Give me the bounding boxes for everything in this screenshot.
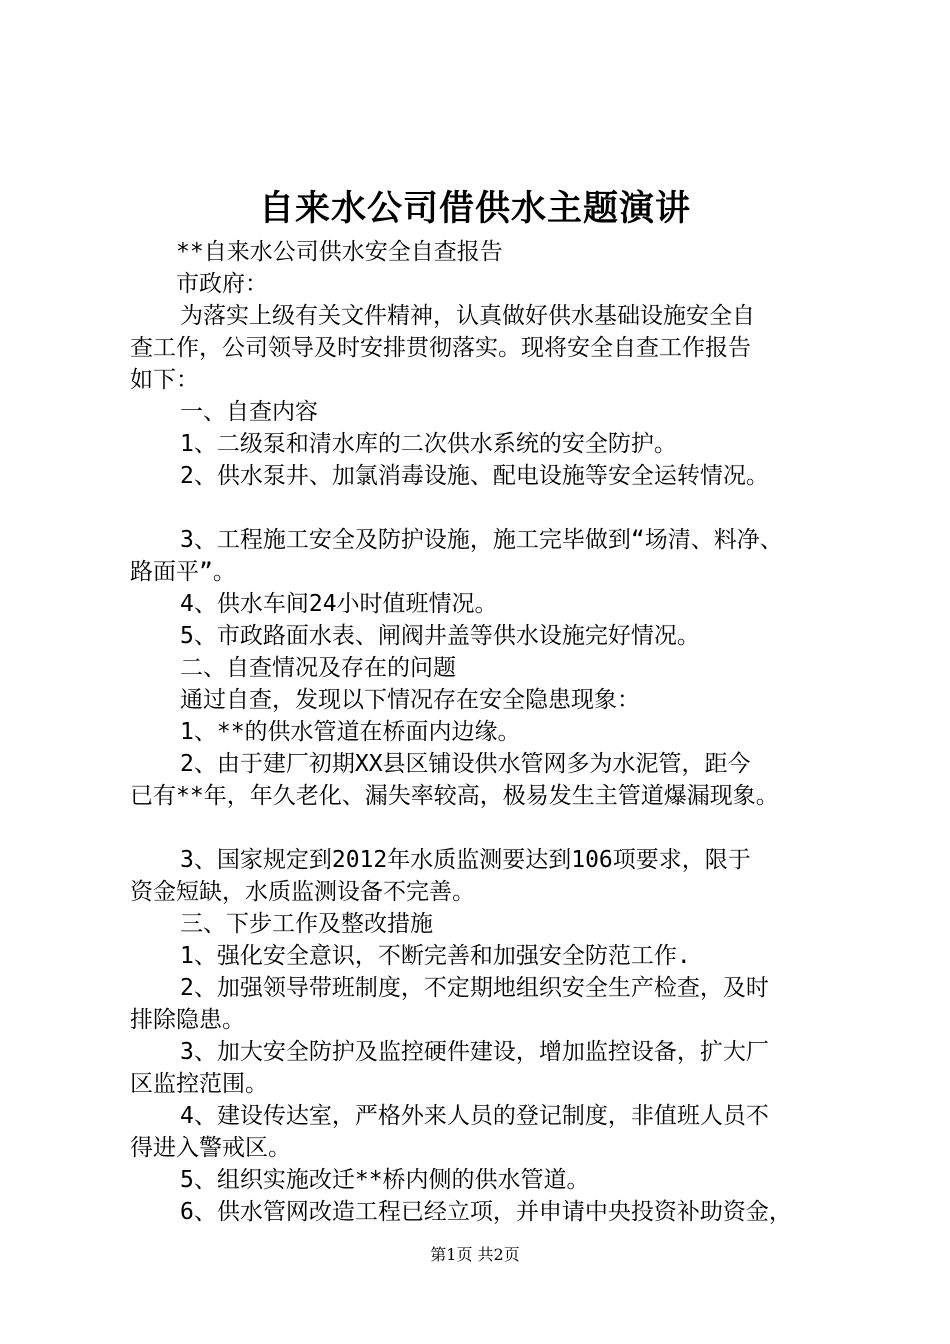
section-heading: 三、下步工作及整改措施 [180,911,433,937]
list-item: 3、加大安全防护及监控硬件建设，增加监控设备，扩大厂 [180,1039,769,1065]
list-item-continuation: 资金短缺，水质监测设备不完善。 [130,879,475,905]
paragraph-line: 通过自查，发现以下情况存在安全隐患现象： [180,687,640,713]
list-item: 1、二级泵和清水库的二次供水系统的安全防护。 [180,431,677,457]
list-item: 3、工程施工安全及防护设施，施工完毕做到“场清、料净、 [180,527,783,553]
list-item: 4、建设传达室，严格外来人员的登记制度，非值班人员不 [180,1103,769,1129]
list-item: 1、**的供水管道在桥面内边缘。 [180,719,521,745]
section-heading: 一、自查内容 [180,399,318,425]
paragraph-line: 如下： [130,367,199,393]
list-item: 1、强化安全意识，不断完善和加强安全防范工作. [180,943,691,969]
section-heading: 二、自查情况及存在的问题 [180,655,456,681]
list-item-continuation: 已有**年，年久老化、漏失率较高，极易发生主管道爆漏现象。 [130,783,779,809]
list-item-continuation: 排除隐患。 [130,1007,245,1033]
list-item: 5、市政路面水表、闸阀井盖等供水设施完好情况。 [180,623,700,649]
document-title: 自来水公司借供水主题演讲 [258,188,691,229]
list-item: 3、国家规定到2012年水质监测要达到106项要求，限于 [180,847,751,873]
list-item-continuation: 得进入警戒区。 [130,1135,291,1161]
blank-line [130,492,840,524]
list-item-continuation: 路面平”。 [130,559,236,585]
salutation: 市政府： [176,271,268,297]
list-item: 2、由于建厂初期XX县区铺设供水管网多为水泥管，距今 [180,751,751,777]
list-item: 4、供水车间24小时值班情况。 [180,591,498,617]
list-item: 6、供水管网改造工程已经立项，并申请中央投资补助资金， [180,1199,792,1225]
list-item: 5、组织实施改迁**桥内侧的供水管道。 [180,1167,590,1193]
list-item: 2、加强领导带班制度，不定期地组织安全生产检查，及时 [180,975,769,1001]
list-item: 2、供水泵井、加氯消毒设施、配电设施等安全运转情况。 [180,463,769,489]
paragraph-line: 为落实上级有关文件精神，认真做好供水基础设施安全自 [180,303,755,329]
report-heading: **自来水公司供水安全自查报告 [176,239,503,265]
paragraph-line: 查工作，公司领导及时安排贯彻落实。现将安全自查工作报告 [130,335,751,361]
document-body [130,236,840,1228]
list-item-continuation: 区监控范围。 [130,1071,268,1097]
page-number-footer: 第1页 共2页 [430,1245,520,1264]
blank-line [130,812,840,844]
